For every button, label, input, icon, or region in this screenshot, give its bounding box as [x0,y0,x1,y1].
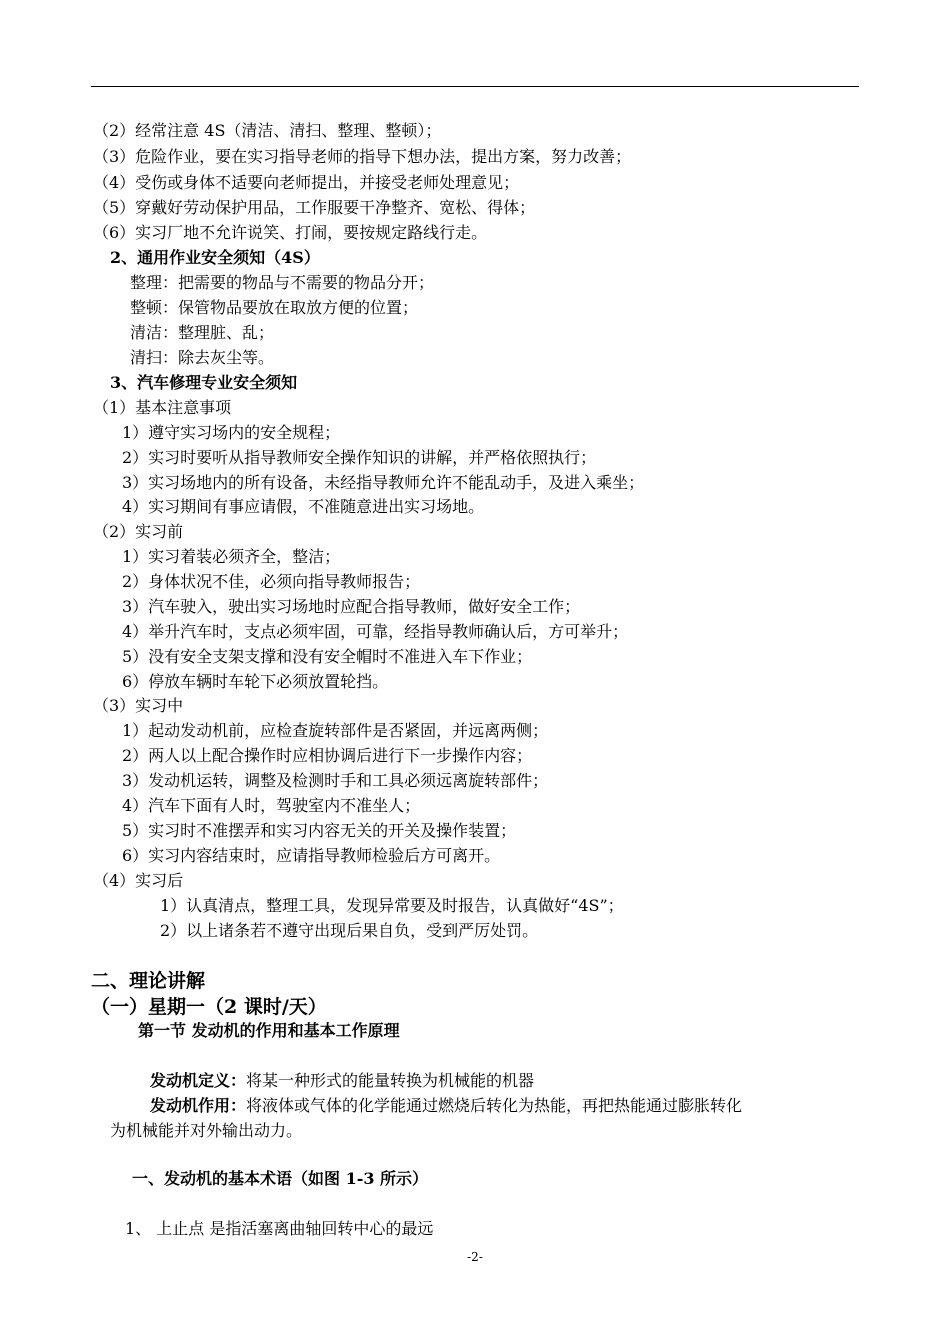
4s-item-sort: 整理：把需要的物品与不需要的物品分开； [130,273,435,292]
definition-text: 将某一种形式的能量转换为机械能的机器 [246,1071,535,1090]
engine-definition [150,1070,534,1092]
safety-item-2: （2）经常注意 4S（清洁、清扫、整理、整顿）； [93,121,442,140]
group-title-before: （2）实习前 [93,522,184,541]
safety-item-3: （3）危险作业，要在实习指导老师的指导下想办法，提出方案，努力改善； [93,147,632,166]
section3-heading: 3、汽车修理专业安全须知 [110,373,298,392]
lesson-title: 第一节 发动机的作用和基本工作原理 [138,1021,400,1040]
list-item: 2）实习时要听从指导教师安全操作知识的讲解，并严格依照执行； [122,448,597,467]
list-item: 4）实习期间有事应请假，不准随意进出实习场地。 [122,497,485,516]
list-item: 1）起动发动机前，应检查旋转部件是否紧固，并远离两侧； [122,721,549,740]
4s-item-clean: 清洁：整理脏、乱； [130,323,275,342]
list-item: 1）实习着装必须齐全，整洁； [122,547,341,566]
safety-item-5: （5）穿戴好劳动保护用品，工作服要干净整齐、宽松、得体； [93,198,536,217]
list-item: 3）实习场地内的所有设备，未经指导教师允许不能乱动手，及进入乘坐； [122,473,645,492]
list-item: 2）身体状况不佳，必须向指导教师报告； [122,572,421,591]
safety-item-6: （6）实习厂地不允许说笑、打闹，要按规定路线行走。 [93,223,488,242]
day-heading: （一）星期一（2 课时/天） [91,996,327,1018]
engine-function [150,1095,742,1117]
group-title-basic: （1）基本注意事项 [93,398,232,417]
header-rule [91,86,859,87]
list-item: 6）停放车辆时车轮下必须放置轮挡。 [122,672,389,691]
theory-heading: 二、理论讲解 [91,970,206,992]
4s-item-sweep: 清扫：除去灰尘等。 [130,348,275,367]
4s-item-arrange: 整顿：保管物品要放在取放方便的位置； [130,298,419,317]
function-text: 将液体或气体的化学能通过燃烧后转化为热能，再把热能通过膨胀转化 [246,1096,743,1115]
list-item: 2）两人以上配合操作时应相协调后进行下一步操作内容； [122,746,533,765]
function-text-continued: 为机械能并对外输出动力。 [110,1121,303,1140]
group-title-after: （4）实习后 [93,871,184,890]
terms-heading: 一、发动机的基本术语（如图 1-3 所示） [132,1169,429,1188]
safety-item-4: （4）受伤或身体不适要向老师提出，并接受老师处理意见； [93,173,520,192]
function-label: 发动机作用： [150,1096,247,1115]
list-item: 5）没有安全支架支撑和没有安全帽时不准进入车下作业； [122,647,533,666]
list-item: 3）发动机运转，调整及检测时手和工具必须远离旋转部件； [122,771,549,790]
list-item: 6）实习内容结束时，应请指导教师检验后方可离开。 [122,846,501,865]
list-item: 5）实习时不准摆弄和实习内容无关的开关及操作装置； [122,821,517,840]
list-item: 4）汽车下面有人时，驾驶室内不准坐人； [122,796,421,815]
term-top-dead-center: 1、 上止点 是指活塞离曲轴回转中心的最远 [125,1219,434,1238]
group-title-during: （3）实习中 [93,696,184,715]
list-item: 3）汽车驶入，驶出实习场地时应配合指导教师，做好安全工作； [122,597,581,616]
list-item: 1）认真清点，整理工具，发现异常要及时报告，认真做好“4S”； [160,896,624,915]
list-item: 1）遵守实习场内的安全规程； [122,423,341,442]
list-item: 2）以上诸条若不遵守出现后果自负，受到严厉处罚。 [160,921,539,940]
section2-heading: 2、通用作业安全须知（4S） [110,248,320,267]
definition-label: 发动机定义： [150,1071,247,1090]
list-item: 4）举升汽车时，支点必须牢固，可靠，经指导教师确认后，方可举升； [122,622,629,641]
page-number: -2- [467,1250,483,1264]
